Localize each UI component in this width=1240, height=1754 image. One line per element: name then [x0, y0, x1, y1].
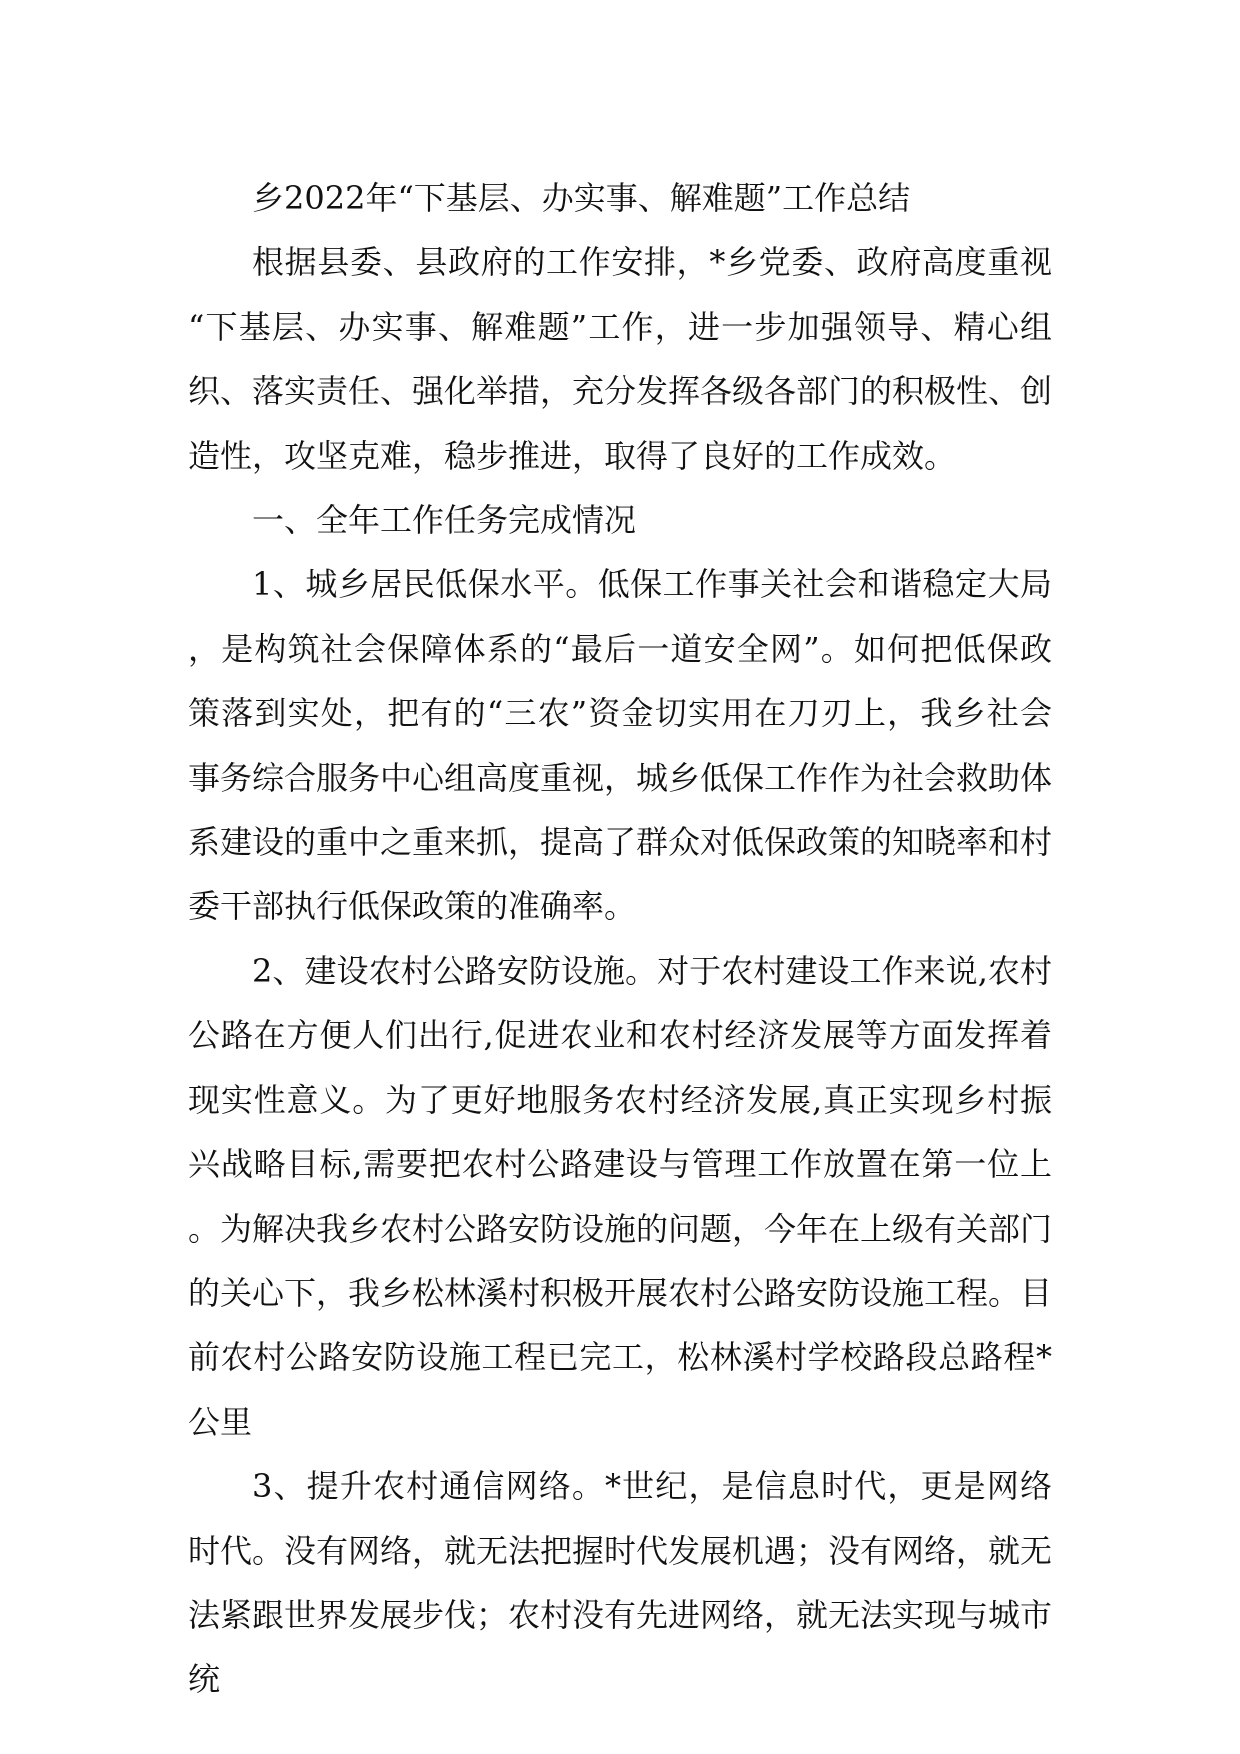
paragraph-item-3: 3、提升农村通信网络。*世纪，是信息时代，更是网络时代。没有网络，就无法把握时代发展机遇；没有网络，就无法紧跟世界发展步伐；农村没有先进网络，就无法实现与城市统	[188, 1467, 1053, 1699]
paragraph-item-2: 2、建设农村公路安防设施。对于农村建设工作来说,农村公路在方便人们出行,促进农业和农村经济发展等方面发挥着现实性意义。为了更好地服务农村经济发展,真正实现乡村振兴战略目标,需要把农村公路建设与管理工作放置在第一位上。为解决我乡农村公路安防设施的问题，今年在上级有关部门的关心下，我乡松林溪村积极开展农村公路安防设施工程。目前农村公路安防设施工程已完工，松林溪村学校路段总路程*公里	[188, 951, 1053, 1441]
paragraph-intro: 根据县委、县政府的工作安排，*乡党委、政府高度重视“下基层、办实事、解难题”工作，进一步加强领导、精心组织、落实责任、强化举措，充分发挥各级各部门的积极性、创造性，攻坚克难，稳步推进，取得了良好的工作成效。	[188, 243, 1053, 475]
paragraph-item-1: 1、城乡居民低保水平。低保工作事关社会和谐稳定大局，是构筑社会保障体系的“最后一道安全网”。如何把低保政策落到实处，把有的“三农”资金切实用在刀刃上，我乡社会事务综合服务中心组高度重视，城乡低保工作作为社会救助体系建设的重中之重来抓，提高了群众对低保政策的知晓率和村委干部执行低保政策的准确率。	[188, 565, 1053, 926]
section-heading-1: 一、全年工作任务完成情况	[252, 501, 637, 540]
document-title: 乡2022年“下基层、办实事、解难题”工作总结	[252, 179, 911, 217]
document-body	[188, 166, 1052, 1712]
